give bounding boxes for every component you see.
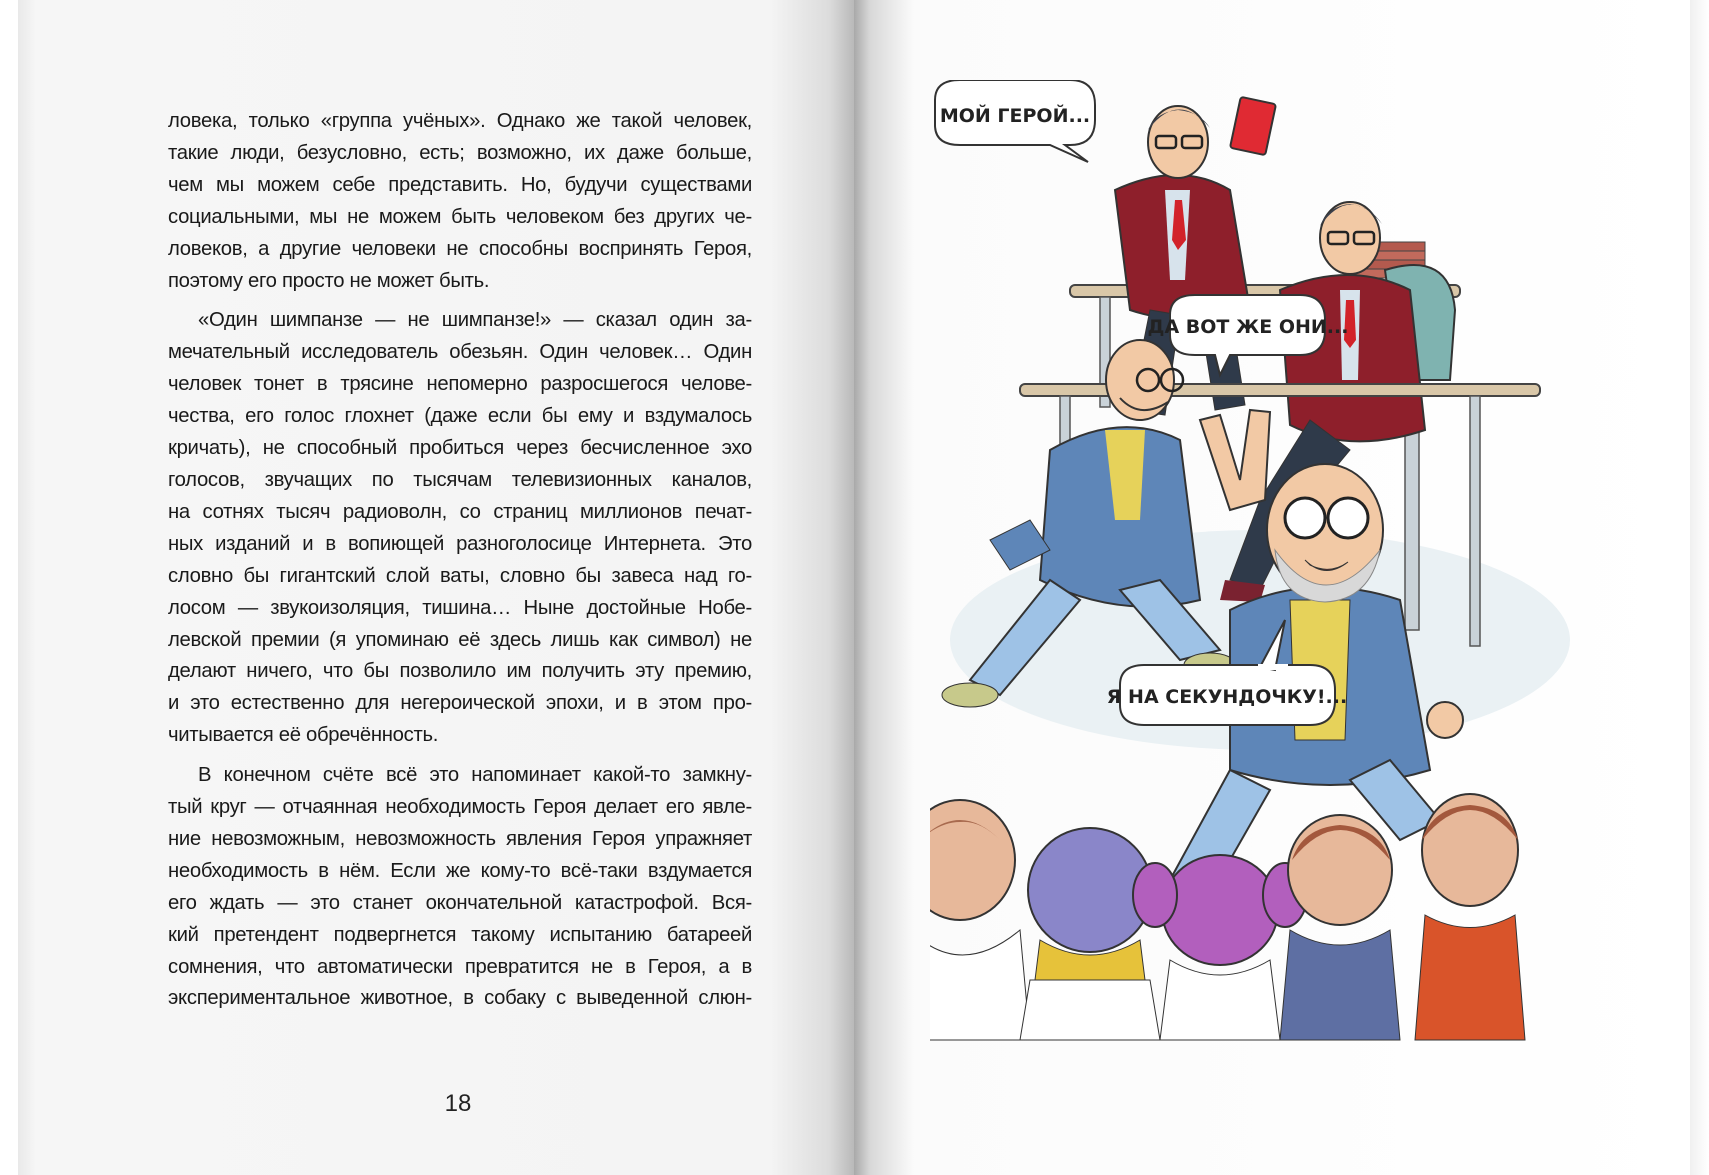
text-line: ловека, только «группа учёных». Однако же такой человек,: [168, 110, 752, 132]
text-line: социальными, мы не можем быть человеком без других че-: [168, 205, 752, 228]
text-line: человек тонет в трясине непомерно разросшегося челове-: [168, 373, 752, 396]
text-line: лосом — звукоизоляция, тишина… Ныне достойные Нобе-: [168, 596, 752, 619]
speech-bubble-1-text: МОЙ ГЕРОЙ...: [939, 105, 1091, 127]
text-line: на сотнях тысяч радиоволн, со страниц миллионов печат-: [168, 500, 752, 523]
text-line: читывается её обречённость.: [168, 724, 439, 747]
text-line: тый круг — отчаянная необходимость Героя делает его явле-: [168, 796, 752, 819]
left-page: [18, 0, 854, 1175]
speech-bubble-3-text: Я НА СЕКУНДОЧКУ!...: [1106, 686, 1348, 708]
text-line: кричать), не способный пробиться через бесчисленное эхо: [168, 437, 752, 460]
comic-illustration: [930, 80, 1650, 1090]
text-line: чества, его голос глохнет (даже если бы ему и вздумалось: [168, 405, 752, 428]
text-line: «Один шимпанзе — не шимпанзе!» — сказал один за-: [198, 309, 752, 332]
text-line: ние невозможным, невозможность явления Героя упражняет: [168, 827, 752, 850]
speech-bubble-2-text: ДА ВОТ ЖЕ ОНИ...: [1147, 316, 1349, 338]
text-line: сомнения, что автоматически превратится не в Героя, а в: [168, 955, 752, 978]
text-line: экспериментальное животное, в собаку с выведенной слюн-: [168, 987, 752, 1010]
text-line: такие люди, безусловно, есть; возможно, их даже больше,: [168, 141, 752, 164]
page-number: 18: [444, 1090, 472, 1117]
text-line: кий претендент подвергнется такому испытанию батареей: [168, 923, 752, 946]
text-line: необходимость в нём. Если же кому-то всё-таки вздумается: [168, 859, 752, 882]
text-line: мечательный исследователь обезьян. Один человек… Один: [168, 341, 752, 364]
text-line: левской премии (я упоминаю её здесь лишь как символ) не: [168, 628, 752, 651]
text-line: его ждать — это станет окончательной катастрофой. Вся-: [168, 891, 752, 914]
text-line: чем мы можем себе представить. Но, будучи существами: [168, 173, 752, 196]
text-line: ных изданий и в вопиющей разноголосице Интернета. Это: [168, 532, 752, 555]
text-line: словно бы гигантский слой ваты, словно бы завеса над го-: [168, 564, 752, 587]
text-line: делают ничего, что бы позволило им получить эту премию,: [168, 660, 752, 683]
text-line: голосов, звучащих по тысячам телевизионных каналов,: [168, 468, 752, 491]
body-text: [168, 106, 752, 1015]
lower-desk: [1020, 384, 1540, 396]
text-line: В конечном счёте всё это напоминает какой-то замкну-: [198, 764, 752, 787]
page-edge: [1690, 0, 1709, 1175]
text-line: ловеков, а другие человеки не способны воспринять Героя,: [168, 237, 752, 260]
text-line: поэтому его просто не может быть.: [168, 269, 490, 292]
speech-bubble-1: [935, 80, 1095, 162]
text-line: и это естественно для негероической эпохи, и в этом про-: [168, 692, 752, 715]
